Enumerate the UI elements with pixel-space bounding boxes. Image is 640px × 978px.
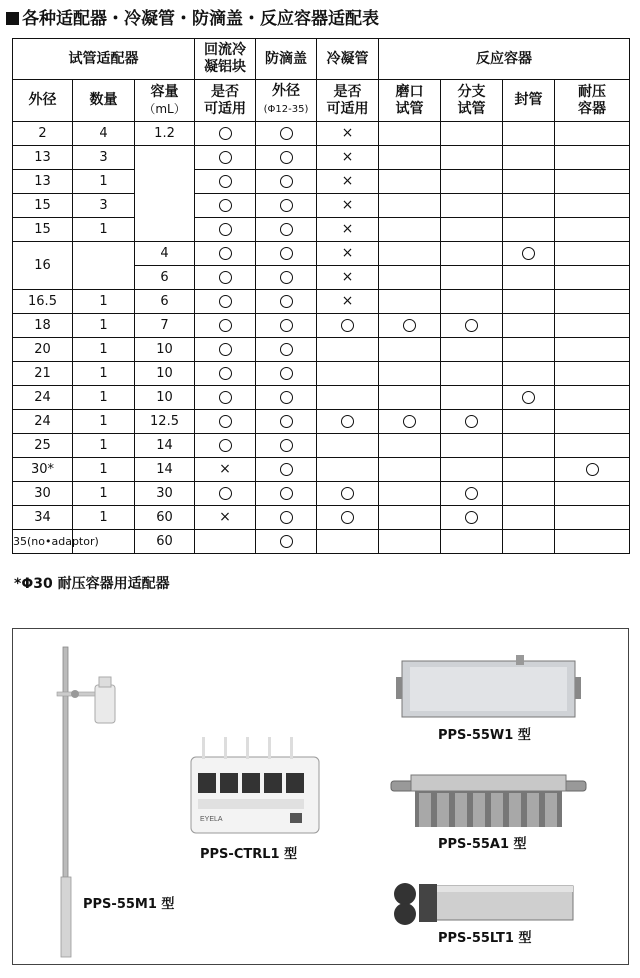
cell-pressure (555, 338, 630, 362)
cell-cond (317, 314, 379, 338)
cell-pressure (555, 170, 630, 194)
table-row (13, 242, 630, 266)
cell-sealed (503, 458, 555, 482)
cell-cond (317, 146, 379, 170)
cell-od: 30* (13, 458, 73, 482)
cell-qty: 1 (73, 290, 135, 314)
cell-branch (441, 506, 503, 530)
cell-pressure (555, 194, 630, 218)
cell-pressure (555, 386, 630, 410)
circle-mark (219, 487, 232, 500)
cell-cover (256, 338, 317, 362)
cross-mark: × (341, 125, 354, 141)
cell-reflux (195, 314, 256, 338)
cell-branch (441, 146, 503, 170)
table-row (13, 170, 630, 194)
cooler-image (391, 876, 576, 928)
cell-cond (317, 122, 379, 146)
cell-qty: 4 (73, 122, 135, 146)
table-row (13, 530, 630, 554)
cell-ground (379, 458, 441, 482)
cell-sealed (503, 362, 555, 386)
cell-cover (256, 290, 317, 314)
header-cover-outer-diameter: 外径 (Φ12-35) (256, 80, 317, 122)
cell-pressure (555, 530, 630, 554)
label-cover: PPS-55W1 型 (438, 728, 531, 743)
cell-od: 24 (13, 410, 73, 434)
cell-ground (379, 194, 441, 218)
circle-mark (280, 439, 293, 452)
cell-reflux (195, 242, 256, 266)
cell-branch (441, 410, 503, 434)
circle-mark (403, 415, 416, 428)
cell-ground (379, 362, 441, 386)
cell-pressure (555, 362, 630, 386)
circle-mark (280, 127, 293, 140)
cell-branch (441, 218, 503, 242)
block-image (391, 771, 586, 829)
cell-reflux (195, 506, 256, 530)
header-condenser: 冷凝管 (317, 39, 379, 80)
cross-mark: × (341, 197, 354, 213)
product-panel (12, 628, 629, 965)
cell-ground (379, 530, 441, 554)
circle-mark (219, 271, 232, 284)
cross-mark: × (341, 269, 354, 285)
label-controller: PPS-CTRL1 型 (200, 847, 298, 862)
cell-reflux (195, 170, 256, 194)
cover-image (396, 655, 581, 723)
cell-od: 35(no•adaptor) (13, 530, 73, 554)
circle-mark (280, 415, 293, 428)
cell-reflux (195, 458, 256, 482)
cell-reflux (195, 266, 256, 290)
cell-cap: 6 (135, 266, 195, 290)
cell-pressure (555, 146, 630, 170)
cell-pressure (555, 266, 630, 290)
table-row (13, 434, 630, 458)
cell-reflux (195, 530, 256, 554)
cell-cover (256, 410, 317, 434)
cell-pressure (555, 434, 630, 458)
cell-cover (256, 458, 317, 482)
cell-cond (317, 362, 379, 386)
cell-ground (379, 266, 441, 290)
cell-cond (317, 482, 379, 506)
header-drip-cover: 防滴盖 (256, 39, 317, 80)
cell-sealed (503, 290, 555, 314)
circle-mark (341, 319, 354, 332)
table-row (13, 458, 630, 482)
cell-cond (317, 170, 379, 194)
cell-cond (317, 458, 379, 482)
cell-od: 16.5 (13, 290, 73, 314)
title-square-bullet (6, 12, 19, 25)
circle-mark (280, 199, 293, 212)
header-branch-tube: 分支 试管 (441, 80, 503, 122)
header-condenser-applicable: 是否 可适用 (317, 80, 379, 122)
cell-cover (256, 314, 317, 338)
cell-sealed (503, 386, 555, 410)
cell-sealed (503, 314, 555, 338)
cell-reflux (195, 386, 256, 410)
cell-ground (379, 146, 441, 170)
circle-mark (403, 319, 416, 332)
circle-mark (280, 247, 293, 260)
cross-mark: × (219, 509, 231, 525)
page-title (6, 6, 379, 32)
circle-mark (219, 343, 232, 356)
cell-od: 18 (13, 314, 73, 338)
circle-mark (341, 487, 354, 500)
cell-ground (379, 410, 441, 434)
cell-cap: 10 (135, 386, 195, 410)
cell-reflux (195, 290, 256, 314)
header-pressure-vessel: 耐压 容器 (555, 80, 630, 122)
title-text: 各种适配器・冷凝管・防滴盖・反应容器适配表 (22, 9, 379, 29)
cell-qty: 1 (73, 218, 135, 242)
cell-qty: 1 (73, 314, 135, 338)
cell-od: 30 (13, 482, 73, 506)
cell-branch (441, 314, 503, 338)
cell-reflux (195, 482, 256, 506)
cross-mark: × (341, 149, 354, 165)
cell-cover (256, 434, 317, 458)
cell-pressure (555, 218, 630, 242)
cell-cond (317, 530, 379, 554)
circle-mark (280, 319, 293, 332)
cell-pressure (555, 122, 630, 146)
cell-od: 34 (13, 506, 73, 530)
stand-image (53, 647, 123, 967)
cell-pressure (555, 482, 630, 506)
cell-cover (256, 266, 317, 290)
circle-mark (219, 367, 232, 380)
cell-cover (256, 218, 317, 242)
cell-cond (317, 218, 379, 242)
cell-od: 20 (13, 338, 73, 362)
circle-mark (280, 391, 293, 404)
circle-mark (280, 223, 293, 236)
cell-od: 13 (13, 170, 73, 194)
circle-mark (522, 247, 535, 260)
cell-cap: 10 (135, 362, 195, 386)
cell-qty: 3 (73, 146, 135, 170)
cell-cover (256, 362, 317, 386)
circle-mark (465, 487, 478, 500)
cross-mark: × (341, 293, 354, 309)
cell-cond (317, 386, 379, 410)
cell-qty: 1 (73, 338, 135, 362)
cell-cond (317, 266, 379, 290)
table-row (13, 386, 630, 410)
cell-reflux (195, 194, 256, 218)
circle-mark (280, 511, 293, 524)
circle-mark (219, 295, 232, 308)
cell-ground (379, 290, 441, 314)
cell-cap: 6 (135, 290, 195, 314)
cell-cond (317, 410, 379, 434)
cell-cover (256, 122, 317, 146)
cell-cond (317, 290, 379, 314)
cell-ground (379, 338, 441, 362)
cell-sealed (503, 482, 555, 506)
cell-ground (379, 122, 441, 146)
circle-mark (280, 343, 293, 356)
circle-mark (465, 319, 478, 332)
cell-cap: 60 (135, 530, 195, 554)
circle-mark (465, 511, 478, 524)
cell-ground (379, 506, 441, 530)
cell-cover (256, 194, 317, 218)
cell-qty: 1 (73, 458, 135, 482)
cell-branch (441, 482, 503, 506)
cell-cap: 30 (135, 482, 195, 506)
footnote: *Φ30 耐压容器用适配器 (14, 576, 170, 592)
header-reflux-applicable: 是否 可适用 (195, 80, 256, 122)
header-capacity: 容量 （mL） (135, 80, 195, 122)
cell-cond (317, 506, 379, 530)
cell-cover (256, 530, 317, 554)
cell-ground (379, 170, 441, 194)
cell-reflux (195, 434, 256, 458)
table-row (13, 338, 630, 362)
cell-cap: 4 (135, 242, 195, 266)
cell-od: 15 (13, 218, 73, 242)
cell-sealed (503, 266, 555, 290)
cell-cond (317, 434, 379, 458)
circle-mark (280, 463, 293, 476)
cell-qty: 1 (73, 410, 135, 434)
cell-pressure (555, 506, 630, 530)
circle-mark (219, 415, 232, 428)
cell-od: 13 (13, 146, 73, 170)
cell-ground (379, 434, 441, 458)
circle-mark (219, 391, 232, 404)
circle-mark (280, 535, 293, 548)
header-reflux: 回流冷 凝铝块 (195, 39, 256, 80)
circle-mark (219, 439, 232, 452)
cell-cover (256, 170, 317, 194)
circle-mark (219, 319, 232, 332)
cell-branch (441, 338, 503, 362)
cell-cover (256, 386, 317, 410)
cell-ground (379, 482, 441, 506)
circle-mark (586, 463, 599, 476)
table-row (13, 194, 630, 218)
cell-branch (441, 290, 503, 314)
cell-qty: 1 (73, 482, 135, 506)
table-body (13, 122, 630, 554)
cell-sealed (503, 146, 555, 170)
cell-sealed (503, 170, 555, 194)
cell-qty: 1 (73, 506, 135, 530)
circle-mark (522, 391, 535, 404)
cell-ground (379, 218, 441, 242)
circle-mark (219, 247, 232, 260)
cell-od: 21 (13, 362, 73, 386)
cell-sealed (503, 338, 555, 362)
circle-mark (280, 367, 293, 380)
cell-sealed (503, 242, 555, 266)
circle-mark (219, 127, 232, 140)
controller-brand: EYELA (200, 816, 223, 823)
circle-mark (280, 175, 293, 188)
cell-pressure (555, 242, 630, 266)
table-row (13, 290, 630, 314)
cell-sealed (503, 506, 555, 530)
circle-mark (219, 223, 232, 236)
cross-mark: × (219, 461, 231, 477)
cell-od: 24 (13, 386, 73, 410)
cell-branch (441, 242, 503, 266)
header-row-2 (13, 80, 630, 122)
cell-reflux (195, 362, 256, 386)
cross-mark: × (341, 173, 354, 189)
table-row (13, 122, 630, 146)
cell-ground (379, 314, 441, 338)
circle-mark (280, 295, 293, 308)
cell-branch (441, 362, 503, 386)
header-outer-diameter: 外径 (13, 80, 73, 122)
header-quantity: 数量 (73, 80, 135, 122)
cell-qty (73, 242, 135, 290)
cell-od: 25 (13, 434, 73, 458)
table-row (13, 362, 630, 386)
controller-image (188, 731, 323, 836)
cell-reflux (195, 410, 256, 434)
table-row (13, 146, 630, 170)
cell-qty: 1 (73, 386, 135, 410)
table-row (13, 506, 630, 530)
table-row (13, 314, 630, 338)
cell-sealed (503, 410, 555, 434)
circle-mark (465, 415, 478, 428)
cell-qty: 1 (73, 170, 135, 194)
cell-branch (441, 194, 503, 218)
table-row (13, 410, 630, 434)
cell-reflux (195, 146, 256, 170)
cell-branch (441, 530, 503, 554)
cell-pressure (555, 314, 630, 338)
cell-sealed (503, 218, 555, 242)
label-block: PPS-55A1 型 (438, 837, 527, 852)
cell-cover (256, 506, 317, 530)
circle-mark (341, 415, 354, 428)
cell-reflux (195, 122, 256, 146)
cross-mark: × (341, 245, 354, 261)
circle-mark (219, 175, 232, 188)
circle-mark (280, 271, 293, 284)
cell-sealed (503, 194, 555, 218)
header-reaction-vessel: 反应容器 (379, 39, 630, 80)
cell-cap: 10 (135, 338, 195, 362)
cell-reflux (195, 338, 256, 362)
cell-sealed (503, 530, 555, 554)
cell-ground (379, 386, 441, 410)
cell-reflux (195, 218, 256, 242)
cell-pressure (555, 290, 630, 314)
cell-cond (317, 242, 379, 266)
circle-mark (280, 151, 293, 164)
cell-od: 15 (13, 194, 73, 218)
cell-cap: 60 (135, 506, 195, 530)
circle-mark (219, 151, 232, 164)
cell-cap: 1.2 (135, 122, 195, 146)
cell-branch (441, 170, 503, 194)
adapter-compatibility-table (12, 38, 630, 554)
cell-cap: 14 (135, 434, 195, 458)
cell-branch (441, 458, 503, 482)
cell-cover (256, 482, 317, 506)
cell-qty: 1 (73, 434, 135, 458)
cell-branch (441, 386, 503, 410)
cell-cover (256, 242, 317, 266)
cell-qty: 1 (73, 362, 135, 386)
table-row (13, 218, 630, 242)
cell-od: 16 (13, 242, 73, 290)
label-stand: PPS-55M1 型 (83, 897, 175, 912)
cell-branch (441, 266, 503, 290)
cell-cap (135, 146, 195, 242)
cell-sealed (503, 434, 555, 458)
cell-sealed (503, 122, 555, 146)
cell-branch (441, 122, 503, 146)
cross-mark: × (341, 221, 354, 237)
circle-mark (219, 199, 232, 212)
label-cooler: PPS-55LT1 型 (438, 931, 532, 946)
header-adapter: 试管适配器 (13, 39, 195, 80)
circle-mark (280, 487, 293, 500)
cell-pressure (555, 410, 630, 434)
header-sealed-tube: 封管 (503, 80, 555, 122)
cell-cap: 7 (135, 314, 195, 338)
header-row-1 (13, 39, 630, 80)
cell-cap: 12.5 (135, 410, 195, 434)
cell-ground (379, 242, 441, 266)
cell-pressure (555, 458, 630, 482)
cell-cond (317, 194, 379, 218)
cell-cap: 14 (135, 458, 195, 482)
table-row (13, 482, 630, 506)
cell-cover (256, 146, 317, 170)
cell-od: 2 (13, 122, 73, 146)
cell-cond (317, 338, 379, 362)
header-ground-tube: 磨口 试管 (379, 80, 441, 122)
circle-mark (341, 511, 354, 524)
cell-qty: 3 (73, 194, 135, 218)
cell-branch (441, 434, 503, 458)
